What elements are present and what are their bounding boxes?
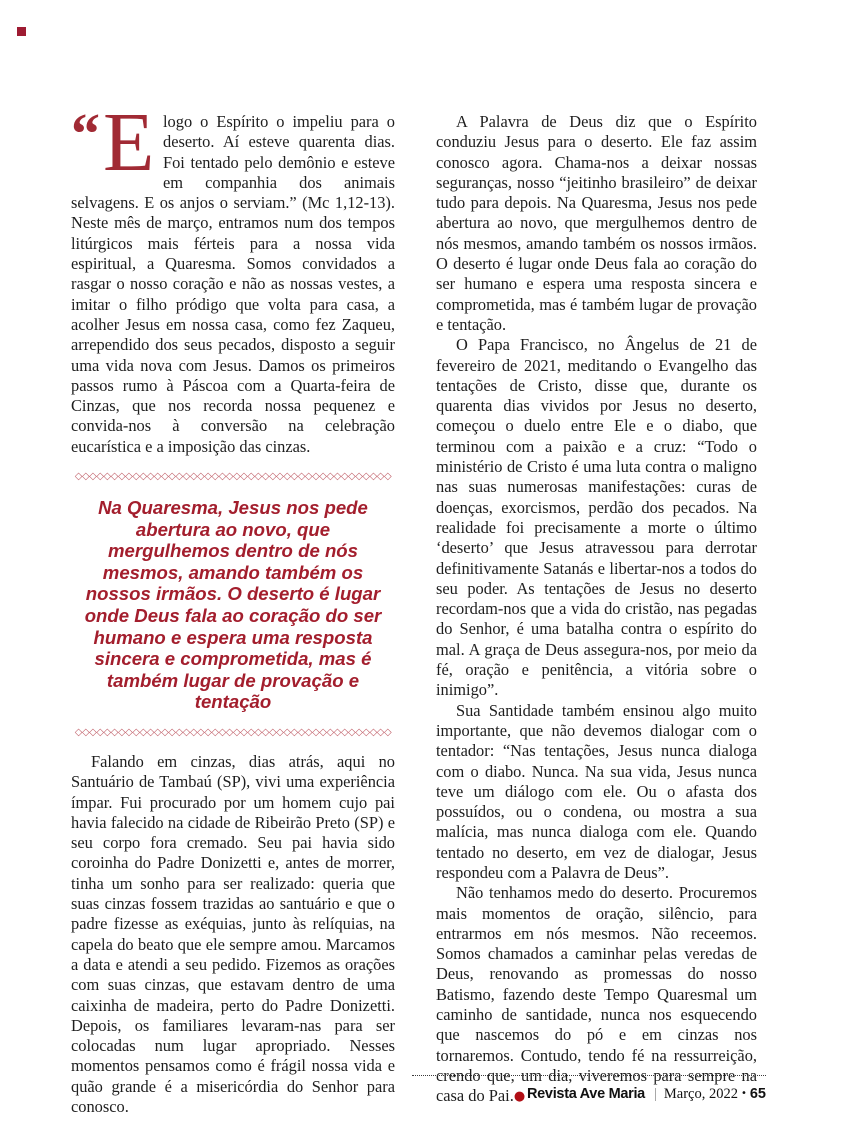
footer-issue-date: Março, 2022 <box>663 1086 738 1102</box>
footer-bullet-icon: • <box>740 1088 747 1099</box>
open-quote-mark: “ <box>71 101 97 166</box>
opening-paragraph-text: logo o Espírito o impeliu para o deserto. Aí esteve quarenta dias. Foi tentado pelo demônio e esteve em companhia dos animais selvagens. E os anjos o serviam.” (Mc 1,12-13). Neste mês de março, entramos num dos tempos litúrgicos mais férteis para a nossa vida espiritual, a Quaresma. Somos convidados a rasgar o nosso coração e não as nossas vestes, a imitar o filho pródigo que volta para casa, a acolher Jesus em nossa casa, como fez Zaqueu, arrependido dos seus pecados, disposto a seguir uma vida nova com Jesus. Damos os primeiros passos rumo à Páscoa com a Quarta-feira de Cinzas, que nos recorda nossa pequenez e convida-nos à conversão na celebração eucarística e a imposição das cinzas. <box>71 112 395 456</box>
left-column <box>71 96 395 1117</box>
body-paragraph-sua-santidade: Sua Santidade também ensinou algo muito importante, que não devemos dialogar com o tentador: “Nas tentações, Jesus nunca dialoga com o diabo. Nunca. Na sua vida, Jesus nunca teve um diálogo com ele. Ou o afasta dos possuídos, ou o condena, ou mostra a sua malícia, mas nunca dialoga com ele. Quando tentado no deserto, em vez de dialogar, Jesus respondeu com a Palavra de Deus”. <box>436 700 757 882</box>
footer-dotted-rule <box>412 1075 766 1076</box>
body-paragraph-cinzas: Falando em cinzas, dias atrás, aqui no Santuário de Tambaú (SP), vivi uma experiência ímpar. Fui procurado por um homem cujo pai havia falecido na cidade de Ribeirão Preto (SP) e seu corpo fora cremado. Seu pai havia sido coroinha do Padre Donizetti e, antes de morrer, tinha um sonho para ser realizado: queria que suas cinzas fossem trazidas ao santuário e que o padre fizesse as exéquias, junto às relíquias, na capela do beato que ele sempre amou. Marcamos a data e atendi a seu pedido. Fizemos as orações com suas cinzas, que estavam dentro de uma caixinha de madeira, perto do Padre Donizetti. Depois, os familiares levaram-nas para ser colocadas num lugar apropriado. Nesses momentos pensamos como é frágil nossa vida e quão grande é a misericórdia do Senhor para conosco. <box>71 751 395 1117</box>
end-of-article-dot-icon: ● <box>513 1089 526 1105</box>
body-paragraph-palavra: A Palavra de Deus diz que o Espírito conduziu Jesus para o deserto. Ele faz assim conosco agora. Chama-nos a deixar nossas seguranças, nosso “jeitinho brasileiro” de deixar tudo para depois. Na Quaresma, Jesus nos pede abertura ao novo, que mergulhemos dentro de nós mesmos, amando também os nossos irmãos. O deserto é lugar onde Deus fala ao coração do ser humano e espera uma resposta sincera e comprometida, mas é também lugar de provação e tentação. <box>436 112 757 334</box>
opening-paragraph <box>71 96 395 457</box>
page-corner-marker <box>17 27 26 36</box>
drop-cap-block <box>71 96 163 189</box>
right-column <box>436 112 757 1108</box>
footer-divider: | <box>653 1086 657 1102</box>
body-paragraph-conclusao-text: Não tenhamos medo do deserto. Procuremos mais momentos de oração, silêncio, para entrarmos em nós mesmos. Não receemos. Somos chamados a caminhar pelas veredas de Deus, renovando as promessas do nosso Batismo, fazendo deste Tempo Quaresmal um caminho de santidade, nunca nos esquecendo que nascemos do pó e em cinzas nos tornaremos. Contudo, tendo fé na ressurreição, crendo que, um dia, viveremos para sempre na casa do Pai. <box>436 883 757 1106</box>
body-paragraph-papa-francisco: O Papa Francisco, no Ângelus de 21 de fevereiro de 2021, meditando o Evangelho das tentações de Cristo, disse que, durante os quarenta dias vividos por Jesus no deserto, começou o duelo entre Ele e o diabo, que terminou com a paixão e a cruz: “Todo o ministério de Cristo é uma luta contra o maligno nas suas numerosas manifestações: curas de doenças, exorcismos, perdão dos pecados. Na realidade foi precisamente a morte o último ‘deserto’ que Jesus atravessou para derrotar definitivamente Satanás e libertar-nos a todos do seu poder. As tentações de Jesus no deserto recordam-nos que a vida do cristão, nas pegadas do Senhor, é uma batalha contra o espírito do mal. A graça de Deus assegura-nos, por meio da fé, oração e penitência, a vitória sobre o inimigo”. <box>436 335 757 700</box>
body-paragraph-conclusao <box>436 883 757 1107</box>
drop-cap-letter: E <box>103 96 155 189</box>
pull-quote: Na Quaresma, Jesus nos pede abertura ao novo, que mergulhemos dentro de nós mesmos, amando também os nossos irmãos. O deserto é lugar onde Deus fala ao coração do ser humano e espera uma resposta sincera e comprometida, mas é também lugar de provação e tentação <box>84 497 382 713</box>
diamond-separator-bottom: ◇◇◇◇◇◇◇◇◇◇◇◇◇◇◇◇◇◇◇◇◇◇◇◇◇◇◇◇◇◇◇◇◇◇◇◇◇◇◇◇◇◇◇◇ <box>74 726 392 738</box>
diamond-separator-top: ◇◇◇◇◇◇◇◇◇◇◇◇◇◇◇◇◇◇◇◇◇◇◇◇◇◇◇◇◇◇◇◇◇◇◇◇◇◇◇◇◇◇◇◇ <box>74 471 392 483</box>
footer <box>412 1084 766 1104</box>
footer-brand: Revista Ave Maria <box>527 1086 645 1102</box>
footer-page-number: 65 <box>749 1086 766 1102</box>
